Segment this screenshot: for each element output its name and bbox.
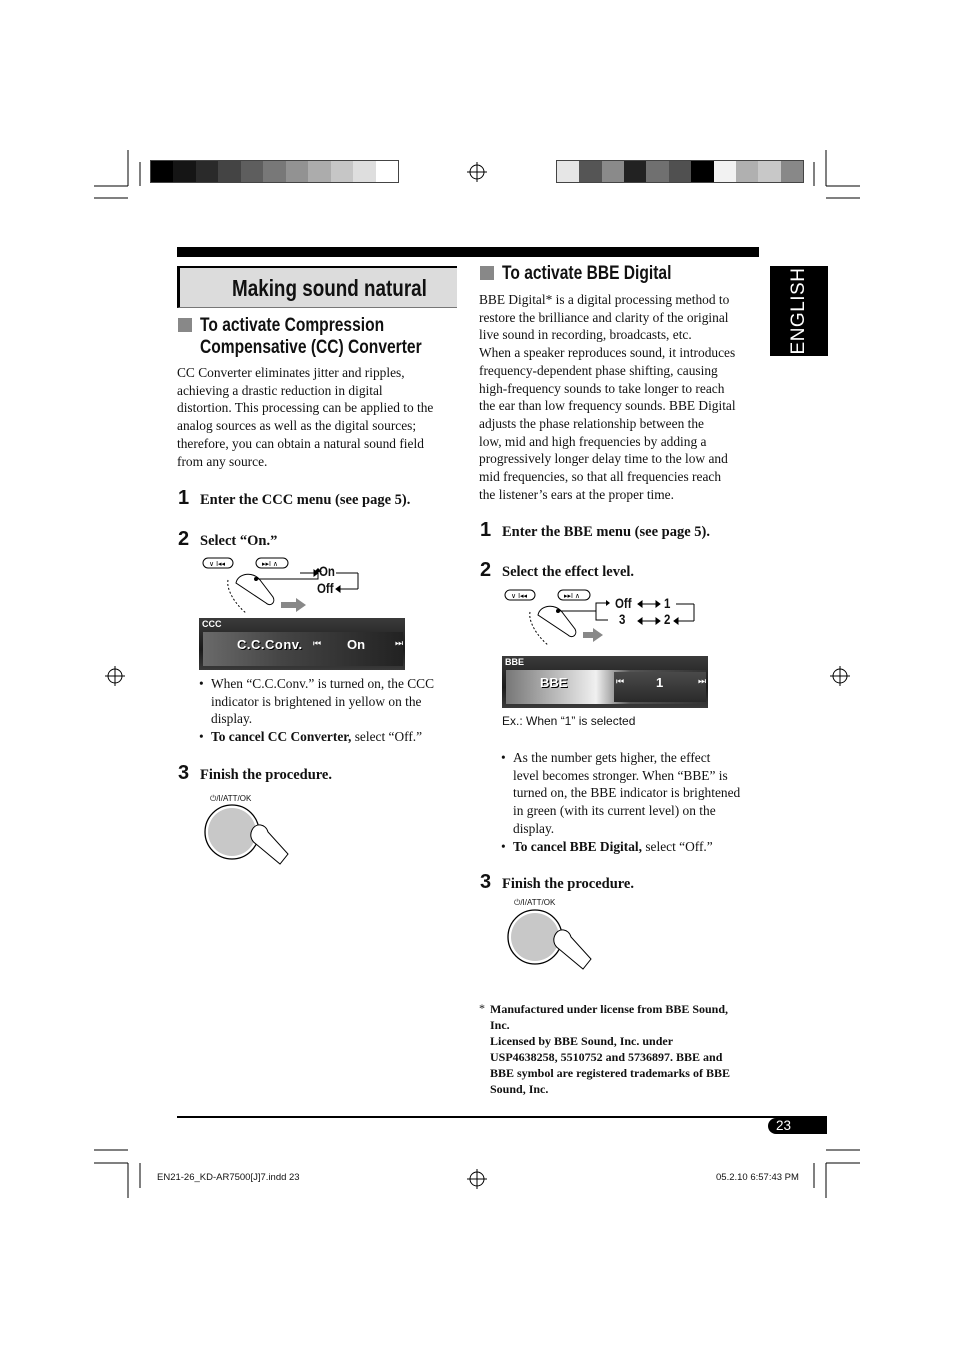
- section-title-box: [177, 266, 457, 308]
- svg-text:∨ I◂◂: ∨ I◂◂: [511, 593, 528, 600]
- cc-intro-line: achieving a drastic reduction in digital: [177, 382, 383, 398]
- bbe-intro-line: the listener’s ears at the proper time.: [479, 486, 674, 502]
- cc-notes: [199, 675, 469, 746]
- cc-intro-line: from any source.: [177, 453, 268, 469]
- bbe-note-line: • As the number gets higher, the effect: [513, 750, 711, 765]
- bbe-intro-line: When a speaker reproduces sound, it introduces: [479, 345, 736, 361]
- bottom-rule: [177, 1116, 827, 1118]
- bbe-level-arrows: [630, 595, 700, 629]
- cc-note-1: [199, 675, 469, 728]
- cc-cancel-label: To cancel CC Converter,: [211, 729, 352, 745]
- gray-scale-bar-right: [556, 160, 804, 183]
- cc-heading-line2: Compensative (CC) Converter: [200, 337, 422, 358]
- bbe-step2-text: Select the effect level.: [502, 564, 635, 580]
- cc-note-line: display.: [211, 711, 253, 727]
- prev-track-icon: ⏮: [313, 638, 322, 648]
- next-track-icon: ⏭: [395, 638, 404, 648]
- cc-heading: [178, 318, 192, 337]
- bbe-step1-number: 1: [480, 519, 492, 541]
- cc-intro-line: distortion. This processing can be applied to the: [177, 400, 434, 416]
- cc-step3-number: 3: [178, 762, 190, 784]
- bbe-heading-icon-wrap: [480, 266, 494, 285]
- bbe-step3-text: Finish the procedure.: [502, 876, 634, 892]
- bbe-intro-line: high-frequency sounds to take longer to reach: [479, 380, 725, 396]
- bbe-level-1: 1: [664, 595, 671, 611]
- footnote-line: USP4638258, 5510752 and 5736897. BBE and: [490, 1050, 723, 1064]
- cc-option-arrows: [300, 563, 365, 597]
- language-tab: [770, 266, 828, 356]
- bbe-step3-number: 3: [480, 871, 492, 893]
- cc-lcd-label: CCC: [202, 619, 222, 629]
- footnote: [490, 1001, 765, 1097]
- bbe-intro: [479, 291, 764, 503]
- bbe-intro-line: mid frequencies, so that all frequencies reach: [479, 469, 722, 485]
- cc-step1-number: 1: [178, 487, 190, 509]
- bbe-heading: To activate BBE Digital: [502, 263, 672, 284]
- bbe-intro-line: the ear than low frequency sounds. BBE Digital: [479, 398, 736, 414]
- cc-lcd-display: [199, 618, 405, 670]
- cc-note-line: indicator is brightened in yellow on the: [211, 693, 422, 709]
- bbe-intro-line: progressively longer delay time to the low and: [479, 451, 728, 467]
- bbe-display-caption: Ex.: When “1” is selected: [502, 714, 636, 728]
- svg-text:∨ I◂◂: ∨ I◂◂: [209, 561, 226, 568]
- cc-lcd-panel: [203, 632, 403, 666]
- bbe-note-line: level becomes stronger. When “BBE” is: [513, 767, 728, 783]
- page-number: 23: [776, 1118, 792, 1133]
- cc-step1-text: Enter the CCC menu (see page 5).: [200, 492, 411, 508]
- cc-heading-line1: To activate Compression: [200, 315, 385, 336]
- square-bullet-icon: [178, 318, 192, 332]
- cc-knob-icon: [200, 802, 295, 872]
- prev-track-icon: ⏮: [616, 676, 625, 686]
- bbe-level-off: Off: [615, 595, 632, 611]
- bbe-cancel-label: To cancel BBE Digital,: [513, 838, 642, 854]
- footnote-line: BBE symbol are registered trademarks of BBE: [490, 1066, 730, 1080]
- top-rule: [177, 247, 759, 257]
- square-bullet-icon: [480, 266, 494, 280]
- svg-text:▸▸I ∧: ▸▸I ∧: [262, 561, 279, 568]
- bbe-knob-icon: [503, 907, 598, 977]
- bbe-note-line: in green (with its current level) on the: [513, 803, 716, 819]
- bbe-lcd-label: BBE: [505, 657, 525, 667]
- section-title: Making sound natural: [232, 275, 427, 301]
- cc-intro: [177, 364, 462, 470]
- bbe-lcd-text: BBE: [540, 675, 568, 690]
- cc-step3-text: Finish the procedure.: [200, 767, 332, 783]
- next-track-icon: ⏭: [698, 676, 707, 686]
- footnote-mark: *: [479, 1001, 485, 1015]
- slug-timestamp: 05.2.10 6:57:43 PM: [716, 1172, 799, 1183]
- bbe-intro-line: frequency-dependent phase shifting, causing: [479, 362, 718, 378]
- gray-scale-bar-left: [150, 160, 399, 183]
- bbe-note-line: display.: [513, 820, 555, 836]
- bbe-intro-line: BBE Digital* is a digital processing method to: [479, 292, 730, 307]
- cc-cancel-text: select “Off.”: [351, 729, 423, 745]
- bbe-note-line: turned on, the BBE indicator is brightened: [513, 785, 741, 801]
- cc-intro-line: analog sources as well as the digital sources;: [177, 418, 417, 434]
- page-number-tab: [768, 1118, 827, 1134]
- cc-knob-label: ⏻/I/ATT/OK: [210, 794, 252, 803]
- bbe-notes: [501, 749, 766, 855]
- bbe-step1-text: Enter the BBE menu (see page 5).: [502, 524, 710, 540]
- slug-file: EN21-26_KD-AR7500[J]7.indd 23: [157, 1172, 300, 1183]
- bbe-intro-line: low, mid and high frequencies by adding a: [479, 433, 707, 449]
- cc-step2-text: Select “On.”: [200, 533, 278, 549]
- bbe-step2-number: 2: [480, 559, 492, 581]
- bbe-note-1: [501, 749, 766, 838]
- language-tab-label: ENGLISH: [788, 267, 809, 355]
- bbe-note-2: [501, 838, 766, 856]
- cc-step2-number: 2: [178, 528, 190, 550]
- bbe-level-2: 2: [664, 611, 671, 627]
- cc-lcd-value: On: [347, 637, 366, 652]
- cc-option-off: Off: [317, 580, 334, 596]
- footnote-line: Licensed by BBE Sound, Inc. under: [490, 1034, 674, 1048]
- cc-note-2: [199, 728, 469, 746]
- footnote-line: Inc.: [490, 1018, 510, 1032]
- svg-text:▸▸I ∧: ▸▸I ∧: [564, 593, 581, 600]
- bbe-level-3: 3: [619, 611, 626, 627]
- footnote-line: Sound, Inc.: [490, 1082, 549, 1096]
- footnote-line: Manufactured under license from BBE Sound,: [490, 1002, 729, 1016]
- bbe-intro-line: live sound in recording, broadcasts, etc.: [479, 327, 692, 343]
- cc-lcd-text: C.C.Conv.: [237, 637, 303, 652]
- bbe-lcd-value: 1: [656, 675, 664, 690]
- bbe-lcd-display: [502, 656, 708, 708]
- bbe-intro-line: adjusts the phase relationship between the: [479, 415, 704, 431]
- bbe-knob-label: ⏻/I/ATT/OK: [514, 898, 556, 907]
- cc-intro-line: therefore, you can obtain a natural sound field: [177, 435, 424, 451]
- bbe-cancel-text: select “Off.”: [641, 838, 713, 854]
- cc-option-on: On: [319, 563, 335, 579]
- bbe-intro-line: restore the brilliance and clarity of the original: [479, 309, 729, 325]
- cc-intro-line: CC Converter eliminates jitter and ripples,: [177, 365, 405, 380]
- cc-note-line: • When “C.C.Conv.” is turned on, the CCC: [211, 676, 435, 691]
